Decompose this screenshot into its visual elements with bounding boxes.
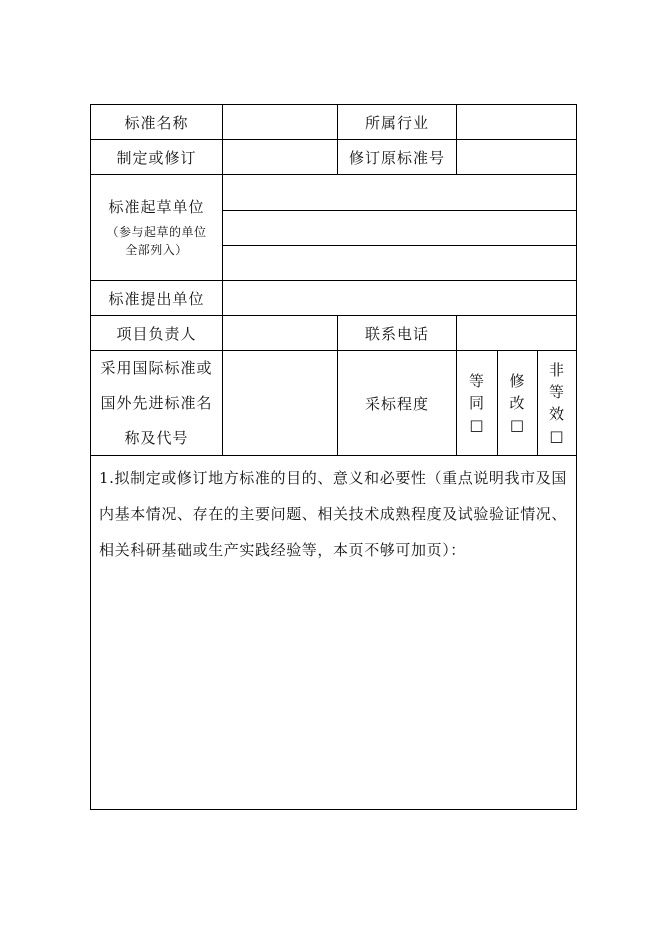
adopted-standard-label-line1: 采用国际标准或 xyxy=(100,358,213,377)
drafting-unit-note-line2: 全部列入） xyxy=(125,243,188,257)
degree-option-non-equivalent-line2: 等 xyxy=(548,383,565,401)
project-leader-label: 项目负责人 xyxy=(90,315,223,351)
adoption-degree-label: 采标程度 xyxy=(337,350,457,456)
degree-option-modified-line1: 修 xyxy=(509,372,526,390)
drafting-unit-field-1[interactable] xyxy=(222,174,577,211)
degree-option-modified[interactable] xyxy=(497,350,538,456)
industry-label: 所属行业 xyxy=(337,104,457,140)
degree-option-non-equivalent-line3: 效 xyxy=(548,405,565,423)
original-standard-no-field[interactable] xyxy=(456,139,577,175)
drafting-unit-field-2[interactable] xyxy=(222,210,577,246)
contact-phone-field[interactable] xyxy=(456,315,577,351)
degree-option-modified-line2: 改 xyxy=(509,394,526,412)
industry-field[interactable] xyxy=(456,104,577,140)
formulate-or-revise-field[interactable] xyxy=(222,139,338,175)
proposing-unit-field[interactable] xyxy=(222,280,577,316)
degree-option-non-equivalent[interactable] xyxy=(537,350,577,456)
degree-option-identical-line2: 同 xyxy=(468,394,485,412)
degree-option-modified-checkbox[interactable]: □ xyxy=(509,416,526,434)
adopted-standard-label xyxy=(90,350,223,456)
degree-option-non-equivalent-line1: 非 xyxy=(548,361,565,379)
adopted-standard-field[interactable] xyxy=(222,350,338,456)
drafting-unit-label: 标准起草单位 xyxy=(108,198,205,216)
degree-option-non-equivalent-checkbox[interactable]: □ xyxy=(549,427,565,445)
adopted-standard-label-line3: 称及代号 xyxy=(124,428,189,447)
degree-option-identical-checkbox[interactable]: □ xyxy=(469,416,485,434)
standard-name-field[interactable] xyxy=(222,104,338,140)
adopted-standard-label-line2: 国外先进标准名 xyxy=(100,393,213,412)
formulate-or-revise-label: 制定或修订 xyxy=(90,139,223,175)
drafting-unit-note-line1: （参与起草的单位 xyxy=(106,225,207,239)
drafting-unit-label-cell xyxy=(90,174,223,281)
standard-name-label: 标准名称 xyxy=(90,104,223,140)
standard-application-form xyxy=(90,104,577,810)
drafting-unit-field-3[interactable] xyxy=(222,245,577,281)
purpose-text: 1.拟制定或修订地方标准的目的、意义和必要性（重点说明我市及国内基本情况、存在的主要问题、相关技术成熟程度及试验验证情况、相关科研基础或生产实践经验等，本页不够可加页）： xyxy=(99,469,568,559)
project-leader-field[interactable] xyxy=(222,315,338,351)
proposing-unit-label: 标准提出单位 xyxy=(90,280,223,316)
purpose-section[interactable] xyxy=(90,455,577,810)
degree-option-identical[interactable] xyxy=(456,350,498,456)
degree-option-identical-line1: 等 xyxy=(468,372,485,390)
original-standard-no-label: 修订原标准号 xyxy=(337,139,457,175)
contact-phone-label: 联系电话 xyxy=(337,315,457,351)
